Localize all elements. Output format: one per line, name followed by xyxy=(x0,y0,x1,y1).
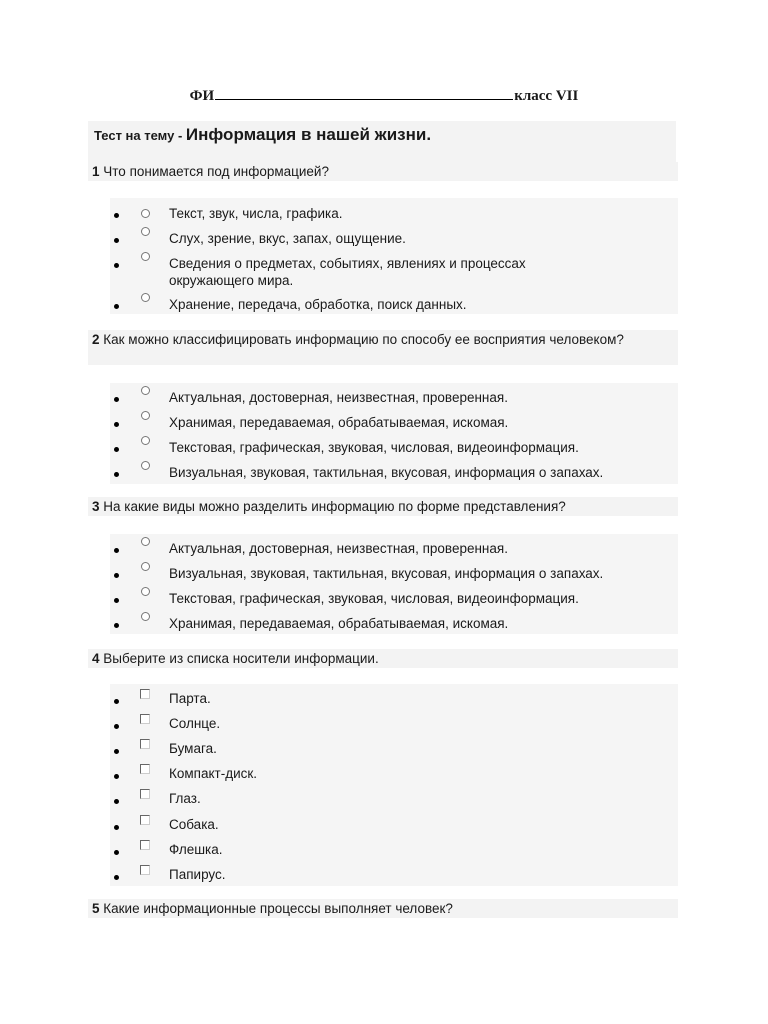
answer-option[interactable] xyxy=(110,615,678,633)
radio-button[interactable] xyxy=(141,612,150,621)
bullet-icon xyxy=(114,825,119,830)
radio-button[interactable] xyxy=(141,293,150,302)
radio-button[interactable] xyxy=(141,436,150,445)
checkbox[interactable] xyxy=(140,689,150,699)
answer-option[interactable] xyxy=(110,715,678,733)
radio-button[interactable] xyxy=(141,461,150,470)
option-label: Солнце. xyxy=(169,716,221,731)
bullet-icon xyxy=(114,397,119,402)
question-number: 4 xyxy=(92,651,100,666)
question-number: 5 xyxy=(92,901,100,916)
answer-option[interactable] xyxy=(110,389,678,407)
option-label: Слух, зрение, вкус, запах, ощущение. xyxy=(169,231,406,246)
option-label: Папирус. xyxy=(169,867,226,882)
answer-option[interactable] xyxy=(110,590,678,608)
bullet-icon xyxy=(114,598,119,603)
topic-title: Информация в нашей жизни. xyxy=(185,125,432,144)
answer-option[interactable] xyxy=(110,841,678,859)
option-label: Собака. xyxy=(169,817,219,832)
question-1 xyxy=(88,162,678,181)
bullet-icon xyxy=(114,699,119,704)
option-label: Актуальная, достоверная, неизвестная, проверенная. xyxy=(169,541,508,556)
answer-option[interactable] xyxy=(110,690,678,708)
bullet-icon xyxy=(114,447,119,452)
option-label: Хранение, передача, обработка, поиск данных. xyxy=(169,297,467,312)
bullet-icon xyxy=(114,774,119,779)
question-3-options xyxy=(110,534,678,634)
class-label: класс VII xyxy=(514,88,579,104)
answer-option[interactable] xyxy=(110,740,678,758)
question-text: Что понимается под информацией? xyxy=(103,164,329,179)
question-number: 1 xyxy=(92,164,100,179)
checkbox[interactable] xyxy=(140,789,150,799)
bullet-icon xyxy=(114,573,119,578)
bullet-icon xyxy=(114,749,119,754)
option-label: Сведения о предметах, событиях, явлениях и процессах окружающего мира. xyxy=(169,256,526,288)
radio-button[interactable] xyxy=(141,537,150,546)
option-label: Хранимая, передаваемая, обрабатываемая, искомая. xyxy=(169,616,509,631)
answer-option[interactable] xyxy=(110,296,678,314)
bullet-icon xyxy=(114,724,119,729)
checkbox[interactable] xyxy=(140,764,150,774)
name-fill-line[interactable] xyxy=(215,87,513,100)
option-label: Текст, звук, числа, графика. xyxy=(169,206,343,221)
option-label: Парта. xyxy=(169,691,211,706)
bullet-icon xyxy=(114,623,119,628)
question-3 xyxy=(88,497,678,516)
name-label: ФИ xyxy=(189,88,215,104)
checkbox[interactable] xyxy=(140,865,150,875)
answer-option[interactable] xyxy=(110,205,678,223)
answer-option[interactable] xyxy=(110,816,678,834)
option-label: Текстовая, графическая, звуковая, числовая, видеоинформация. xyxy=(169,591,579,606)
answer-option[interactable] xyxy=(110,765,678,783)
question-4-options xyxy=(110,684,678,886)
question-text: Какие информационные процессы выполняет человек? xyxy=(103,901,453,916)
answer-option[interactable] xyxy=(110,230,678,248)
question-number: 3 xyxy=(92,499,100,514)
answer-option[interactable] xyxy=(110,565,678,583)
checkbox[interactable] xyxy=(140,739,150,749)
question-1-options xyxy=(110,198,678,314)
radio-button[interactable] xyxy=(141,227,150,236)
bullet-icon xyxy=(114,548,119,553)
radio-button[interactable] xyxy=(141,587,150,596)
answer-option[interactable] xyxy=(110,866,678,884)
question-2-options xyxy=(110,383,678,484)
bullet-icon xyxy=(114,304,119,309)
question-2 xyxy=(88,330,678,365)
option-label: Хранимая, передаваемая, обрабатываемая, искомая. xyxy=(169,415,509,430)
checkbox[interactable] xyxy=(140,815,150,825)
checkbox[interactable] xyxy=(140,714,150,724)
option-label: Визуальная, звуковая, тактильная, вкусовая, информация о запахах. xyxy=(169,465,604,480)
answer-option[interactable] xyxy=(110,255,678,291)
test-topic xyxy=(94,125,431,145)
answer-option[interactable] xyxy=(110,439,678,457)
bullet-icon xyxy=(114,850,119,855)
topic-prefix: Тест на тему - xyxy=(94,128,186,143)
radio-button[interactable] xyxy=(141,252,150,261)
option-label: Визуальная, звуковая, тактильная, вкусовая, информация о запахах. xyxy=(169,566,604,581)
student-info-line xyxy=(0,87,768,105)
checkbox[interactable] xyxy=(140,840,150,850)
option-label: Глаз. xyxy=(169,791,201,806)
question-number: 2 xyxy=(92,332,100,347)
bullet-icon xyxy=(114,799,119,804)
question-text: Выберите из списка носители информации. xyxy=(103,651,379,666)
answer-option[interactable] xyxy=(110,464,678,482)
bullet-icon xyxy=(114,472,119,477)
bullet-icon xyxy=(114,422,119,427)
option-label: Флешка. xyxy=(169,842,223,857)
radio-button[interactable] xyxy=(141,386,150,395)
answer-option[interactable] xyxy=(110,790,678,808)
option-label: Компакт-диск. xyxy=(169,766,258,781)
answer-option[interactable] xyxy=(110,540,678,558)
answer-option[interactable] xyxy=(110,414,678,432)
radio-button[interactable] xyxy=(141,209,150,218)
question-4 xyxy=(88,649,678,668)
question-text: Как можно классифицировать информацию по способу ее восприятия человеком? xyxy=(103,332,624,347)
radio-button[interactable] xyxy=(141,411,150,420)
bullet-icon xyxy=(114,213,119,218)
question-5 xyxy=(88,899,678,918)
bullet-icon xyxy=(114,263,119,268)
option-label: Текстовая, графическая, звуковая, числовая, видеоинформация. xyxy=(169,440,579,455)
question-text: На какие виды можно разделить информацию по форме представления? xyxy=(103,499,566,514)
option-label: Актуальная, достоверная, неизвестная, проверенная. xyxy=(169,390,508,405)
bullet-icon xyxy=(114,238,119,243)
radio-button[interactable] xyxy=(141,562,150,571)
option-label: Бумага. xyxy=(169,741,217,756)
bullet-icon xyxy=(114,875,119,880)
